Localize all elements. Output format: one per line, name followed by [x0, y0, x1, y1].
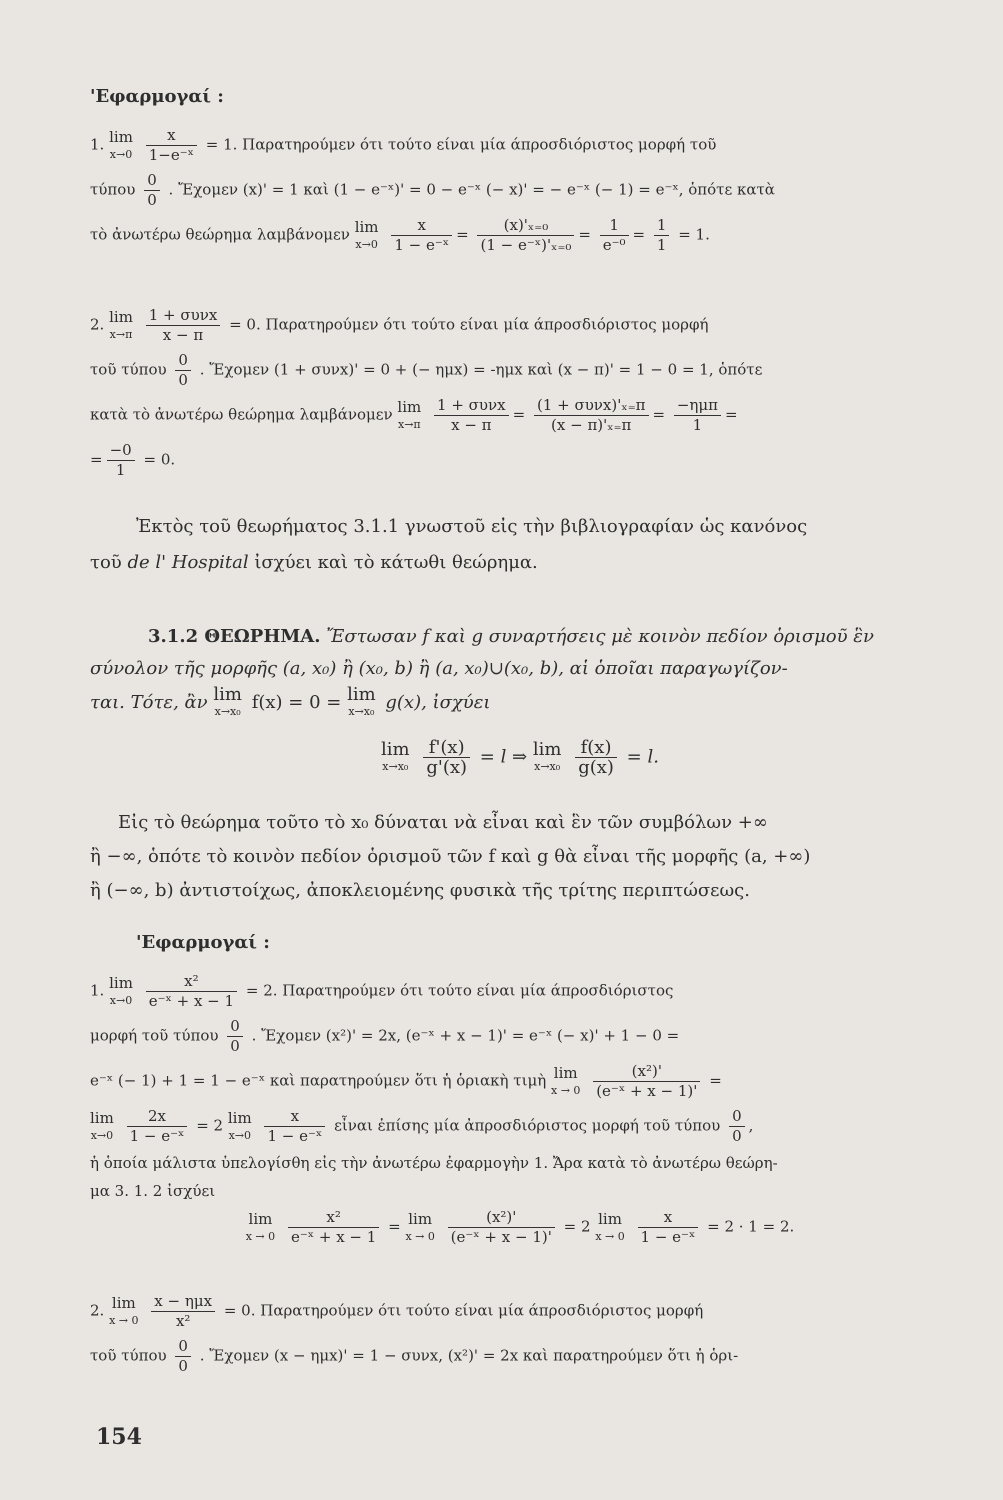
text: τοῦ τύπου — [90, 360, 167, 379]
example-number: 2. — [90, 315, 105, 334]
text: εἶναι ἐπίσης μία ἀπροσδιόριστος μορφή τοῦ τύπου — [334, 1116, 721, 1135]
example-number: 1. — [90, 135, 105, 154]
text: ἰσχύει καὶ τὸ κάτωθι θεώρημα. — [254, 552, 538, 573]
fraction: $\frac{x}{\text{1−e⁻ˣ}}$ — [146, 126, 197, 165]
text: = — [709, 1071, 722, 1090]
limit-operator: lim x→0 — [354, 217, 379, 251]
example-1-2: 2. lim x→π $\frac{\text{1 + συνx}}{x - \pi}$ = 0. Παρατηρούμεν ότι τούτο είναι μία άπροσδιόριστος μορφή τοῦ τύπου $\frac{0}{0}$ . Ἔχομεν (1 + συνx)' = 0 + (− ημx) = -ημx καὶ (x − π)' = 1 − 0 = 1, ὁπότε κατὰ τὸ ἀνωτέρω θεώρημα λαμβάνομεν lim x→π $\frac{\text{1 + συνx}}{x - \pi}$ = $\frac{\text{(1 + συνx)'ₓ₌π}}{\text{(x − π)'ₓ₌π}}$ = $\frac{\text{−ημπ}}{1}$ = = $\frac{-0}{1}$ = 0. — [90, 306, 763, 479]
text: , — [748, 1116, 754, 1135]
text: τοῦ τύπου — [90, 1346, 167, 1365]
text: = 2 — [196, 1116, 224, 1135]
text: Εἰς τὸ θεώρημα τοῦτο τὸ x₀ δύναται νὰ εἶναι καὶ ἓν τῶν συμβόλων +∞ — [118, 812, 768, 833]
fraction: $\frac{1}{\text{e⁻⁰}}$ — [600, 216, 629, 255]
text: ται. Τότε, ἂν — [90, 692, 208, 713]
fraction: $\frac{\text{x − ημx}}{\text{x²}}$ — [151, 1292, 215, 1331]
example-text: = 0. Παρατηρούμεν ότι τούτο είναι μία άπροσδιόριστος μορφή — [229, 315, 709, 334]
text: e⁻ˣ (− 1) + 1 = 1 − e⁻ˣ καὶ παρατηρούμεν ὅτι ἡ ὁριακὴ τιμὴ — [90, 1071, 547, 1090]
limit-operator: lim x→π — [397, 397, 422, 431]
fraction: $\frac{\text{x²}}{\text{e⁻ˣ + x − 1}}$ — [146, 972, 237, 1011]
text: = l. — [626, 746, 659, 768]
limit-operator: lim x → 0 — [595, 1209, 625, 1243]
theorem-line2: σύνολον τῆς μορφῆς (a, x₀) ἢ (x₀, b) ἢ (a, x₀)∪(x₀, b), αἱ ὁποῖαι παραγωγίζον- — [90, 658, 788, 679]
fraction: $\frac{x}{\text{1 − e⁻ˣ}}$ — [391, 216, 452, 255]
text: . Ἔχομεν (x²)' = 2x, (e⁻ˣ + x − 1)' = e⁻ˣ (− x)' + 1 − 0 = — [251, 1026, 680, 1045]
fraction-zero-over-zero: $\frac{0}{0}$ — [175, 1337, 191, 1376]
fraction: $\frac{\text{1 + συνx}}{x - \pi}$ — [146, 306, 221, 345]
theorem-equation — [90, 738, 950, 777]
text: μορφή τοῦ τύπου — [90, 1026, 219, 1045]
example-text: = 0. Παρατηρούμεν ότι τούτο είναι μία άπροσδιόριστος μορφή — [223, 1301, 704, 1320]
paragraph-infinity — [118, 808, 958, 838]
example-text: = 2. Παρατηρούμεν ότι τούτο είναι μία άπροσδιόριστος — [245, 981, 674, 1000]
text: = l ⇒ — [479, 746, 528, 768]
fraction: $\frac{\text{(1 + συνx)'ₓ₌π}}{\text{(x − π)'ₓ₌π}}$ — [534, 396, 649, 435]
text: = 1. — [678, 225, 710, 244]
fraction: $\frac{1}{1}$ — [654, 216, 670, 255]
limit-operator: lim x→0 — [90, 1108, 114, 1142]
applications-heading-2: 'Εφαρμογαί : — [136, 932, 270, 953]
theorem-label: 3.1.2 ΘΕΩΡΗΜΑ. — [148, 626, 321, 647]
limit-operator: lim x→x₀ — [381, 738, 410, 773]
fraction: $\frac{\text{1 + συνx}}{x - \pi}$ — [434, 396, 509, 435]
limit-operator: lim x→x₀ — [347, 684, 376, 718]
limit-operator: lim x→x₀ — [213, 684, 242, 718]
fraction-zero-over-zero: $\frac{0}{0}$ — [227, 1017, 243, 1056]
limit-operator: lim x→x₀ — [532, 738, 562, 773]
fraction: $\frac{\text{−ημπ}}{1}$ — [674, 396, 721, 435]
page-number: 154 — [96, 1424, 142, 1450]
paragraph-infinity-line2: ἢ −∞, ὁπότε τὸ κοινὸν πεδίον ὁρισμοῦ τῶν f καὶ g θὰ εἶναι τῆς μορφῆς (a, +∞) — [90, 846, 811, 867]
example-2-1 — [90, 966, 950, 1253]
fraction: $\frac{\text{(x²)'}}{\text{(e⁻ˣ + x − 1)'}}$ — [448, 1208, 555, 1247]
fraction: $\frac{f(x)}{g(x)}$ — [575, 738, 617, 777]
text: f(x) = 0 = — [251, 692, 342, 713]
fraction: $\frac{2x}{\text{1 − e⁻ˣ}}$ — [127, 1107, 188, 1146]
fraction: $\frac{\text{(x²)'}}{\text{(e⁻ˣ + x − 1)'}}$ — [593, 1062, 700, 1101]
example-number: 2. — [90, 1301, 105, 1320]
text: = — [388, 1217, 401, 1236]
example-number: 1. — [90, 981, 105, 1000]
theorem-line3 — [90, 686, 950, 720]
text: = 2 · 1 = 2. — [707, 1217, 795, 1236]
limit-operator: lim x→0 — [109, 127, 133, 161]
limit-operator: lim x→π — [109, 307, 133, 341]
theorem-text: Ἔστωσαν f καὶ g συναρτήσεις μὲ κοινὸν πεδίον ὁρισμοῦ ἓν — [326, 626, 874, 647]
limit-operator: lim x→0 — [227, 1108, 252, 1142]
fraction: $\frac{-0}{1}$ — [107, 441, 135, 480]
limit-operator: lim x → 0 — [245, 1209, 276, 1243]
text: . Ἔχομεν (x − ημx)' = 1 − συνx, (x²)' = 2x καὶ παρατηρούμεν ὅτι ἡ ὁρι- — [199, 1346, 739, 1365]
text: Ἐκτὸς τοῦ θεωρήματος 3.1.1 γνωστοῦ εἰς τὴν βιβλιογραφίαν ὡς κανόνος — [136, 516, 808, 537]
example-2-1-equation — [90, 1208, 950, 1247]
text: κατὰ τὸ ἀνωτέρω θεώρημα λαμβάνομεν — [90, 405, 393, 424]
fraction: $\frac{x}{\text{1 − e⁻ˣ}}$ — [264, 1107, 325, 1146]
paragraph-infinity-line3: ἢ (−∞, b) ἀντιστοίχως, ἀποκλειομένης φυσικὰ τῆς τρίτης περιπτώσεως. — [90, 880, 750, 901]
text: τὸ ἀνωτέρω θεώρημα λαμβάνομεν — [90, 225, 350, 244]
fraction-zero-over-zero: $\frac{0}{0}$ — [175, 351, 191, 390]
paragraph-de-lhospital-line2 — [90, 548, 950, 578]
limit-operator: lim x→0 — [109, 973, 133, 1007]
limit-operator: lim x → 0 — [405, 1209, 435, 1243]
text: τύπου — [90, 180, 136, 199]
theorem-3-1-2 — [148, 622, 958, 652]
text: τοῦ — [90, 552, 122, 573]
author-name: de l' Hospital — [127, 552, 249, 573]
text: . Ἔχομεν (1 + συνx)' = 0 + (− ημx) = -ημx καὶ (x − π)' = 1 − 0 = 1, ὁπότε — [199, 360, 763, 379]
fraction: $\frac{f'(x)}{g'(x)}$ — [423, 738, 470, 777]
paragraph-de-lhospital — [136, 512, 956, 542]
text: . Ἔχομεν (x)' = 1 καὶ (1 − e⁻ˣ)' = 0 − e⁻ˣ (− x)' = − e⁻ˣ (− 1) = e⁻ˣ, ὁπότε κατὰ — [168, 180, 775, 199]
text: μα 3. 1. 2 ἰσχύει — [90, 1182, 216, 1200]
fraction-zero-over-zero: $\frac{0}{0}$ — [729, 1107, 745, 1146]
example-text: = 1. Παρατηρούμεν ότι τούτο είναι μία άπροσδιόριστος μορφή τοῦ — [205, 135, 717, 154]
example-1-1: 1. lim x→0 $\frac{x}{\text{1−e⁻ˣ}}$ = 1. Παρατηρούμεν ότι τούτο είναι μία άπροσδιόριστος μορφή τοῦ τύπου $\frac{0}{0}$ . Ἔχομεν (x)' = 1 καὶ (1 − e⁻ˣ)' = 0 − e⁻ˣ (− x)' = − e⁻ˣ (− 1) = e⁻ˣ, ὁπότε κατὰ τὸ ἀνωτέρω θεώρημα λαμβάνομεν lim x→0 $\frac{x}{\text{1 − e⁻ˣ}}$ = $\frac{\text{(x)'ₓ₌₀}}{\text{(1 − e⁻ˣ)'ₓ₌₀}}$ = $\frac{1}{\text{e⁻⁰}}$ = $\frac{1}{1}$ = 1. — [90, 126, 775, 254]
text: g(x), ἰσχύει — [385, 692, 491, 713]
fraction: $\frac{\text{(x)'ₓ₌₀}}{\text{(1 − e⁻ˣ)'ₓ₌₀}}$ — [477, 216, 574, 255]
fraction: $\frac{\text{x²}}{\text{e⁻ˣ + x − 1}}$ — [288, 1208, 379, 1247]
applications-heading-1: 'Εφαρμογαί : — [90, 86, 224, 107]
text: = 0. — [143, 450, 176, 469]
fraction: $\frac{x}{\text{1 − e⁻ˣ}}$ — [638, 1208, 699, 1247]
text: ἡ ὁποία μάλιστα ὑπελογίσθη εἰς τὴν ἀνωτέρω ἐφαρμογὴν 1. Ἄρα κατὰ τὸ ἀνωτέρω θεώρη- — [90, 1154, 778, 1172]
text: = 2 — [563, 1217, 591, 1236]
limit-operator: lim x → 0 — [551, 1063, 581, 1097]
limit-operator: lim x → 0 — [109, 1293, 139, 1327]
example-2-2 — [90, 1286, 950, 1382]
fraction-zero-over-zero: $\frac{0}{0}$ — [144, 171, 160, 210]
